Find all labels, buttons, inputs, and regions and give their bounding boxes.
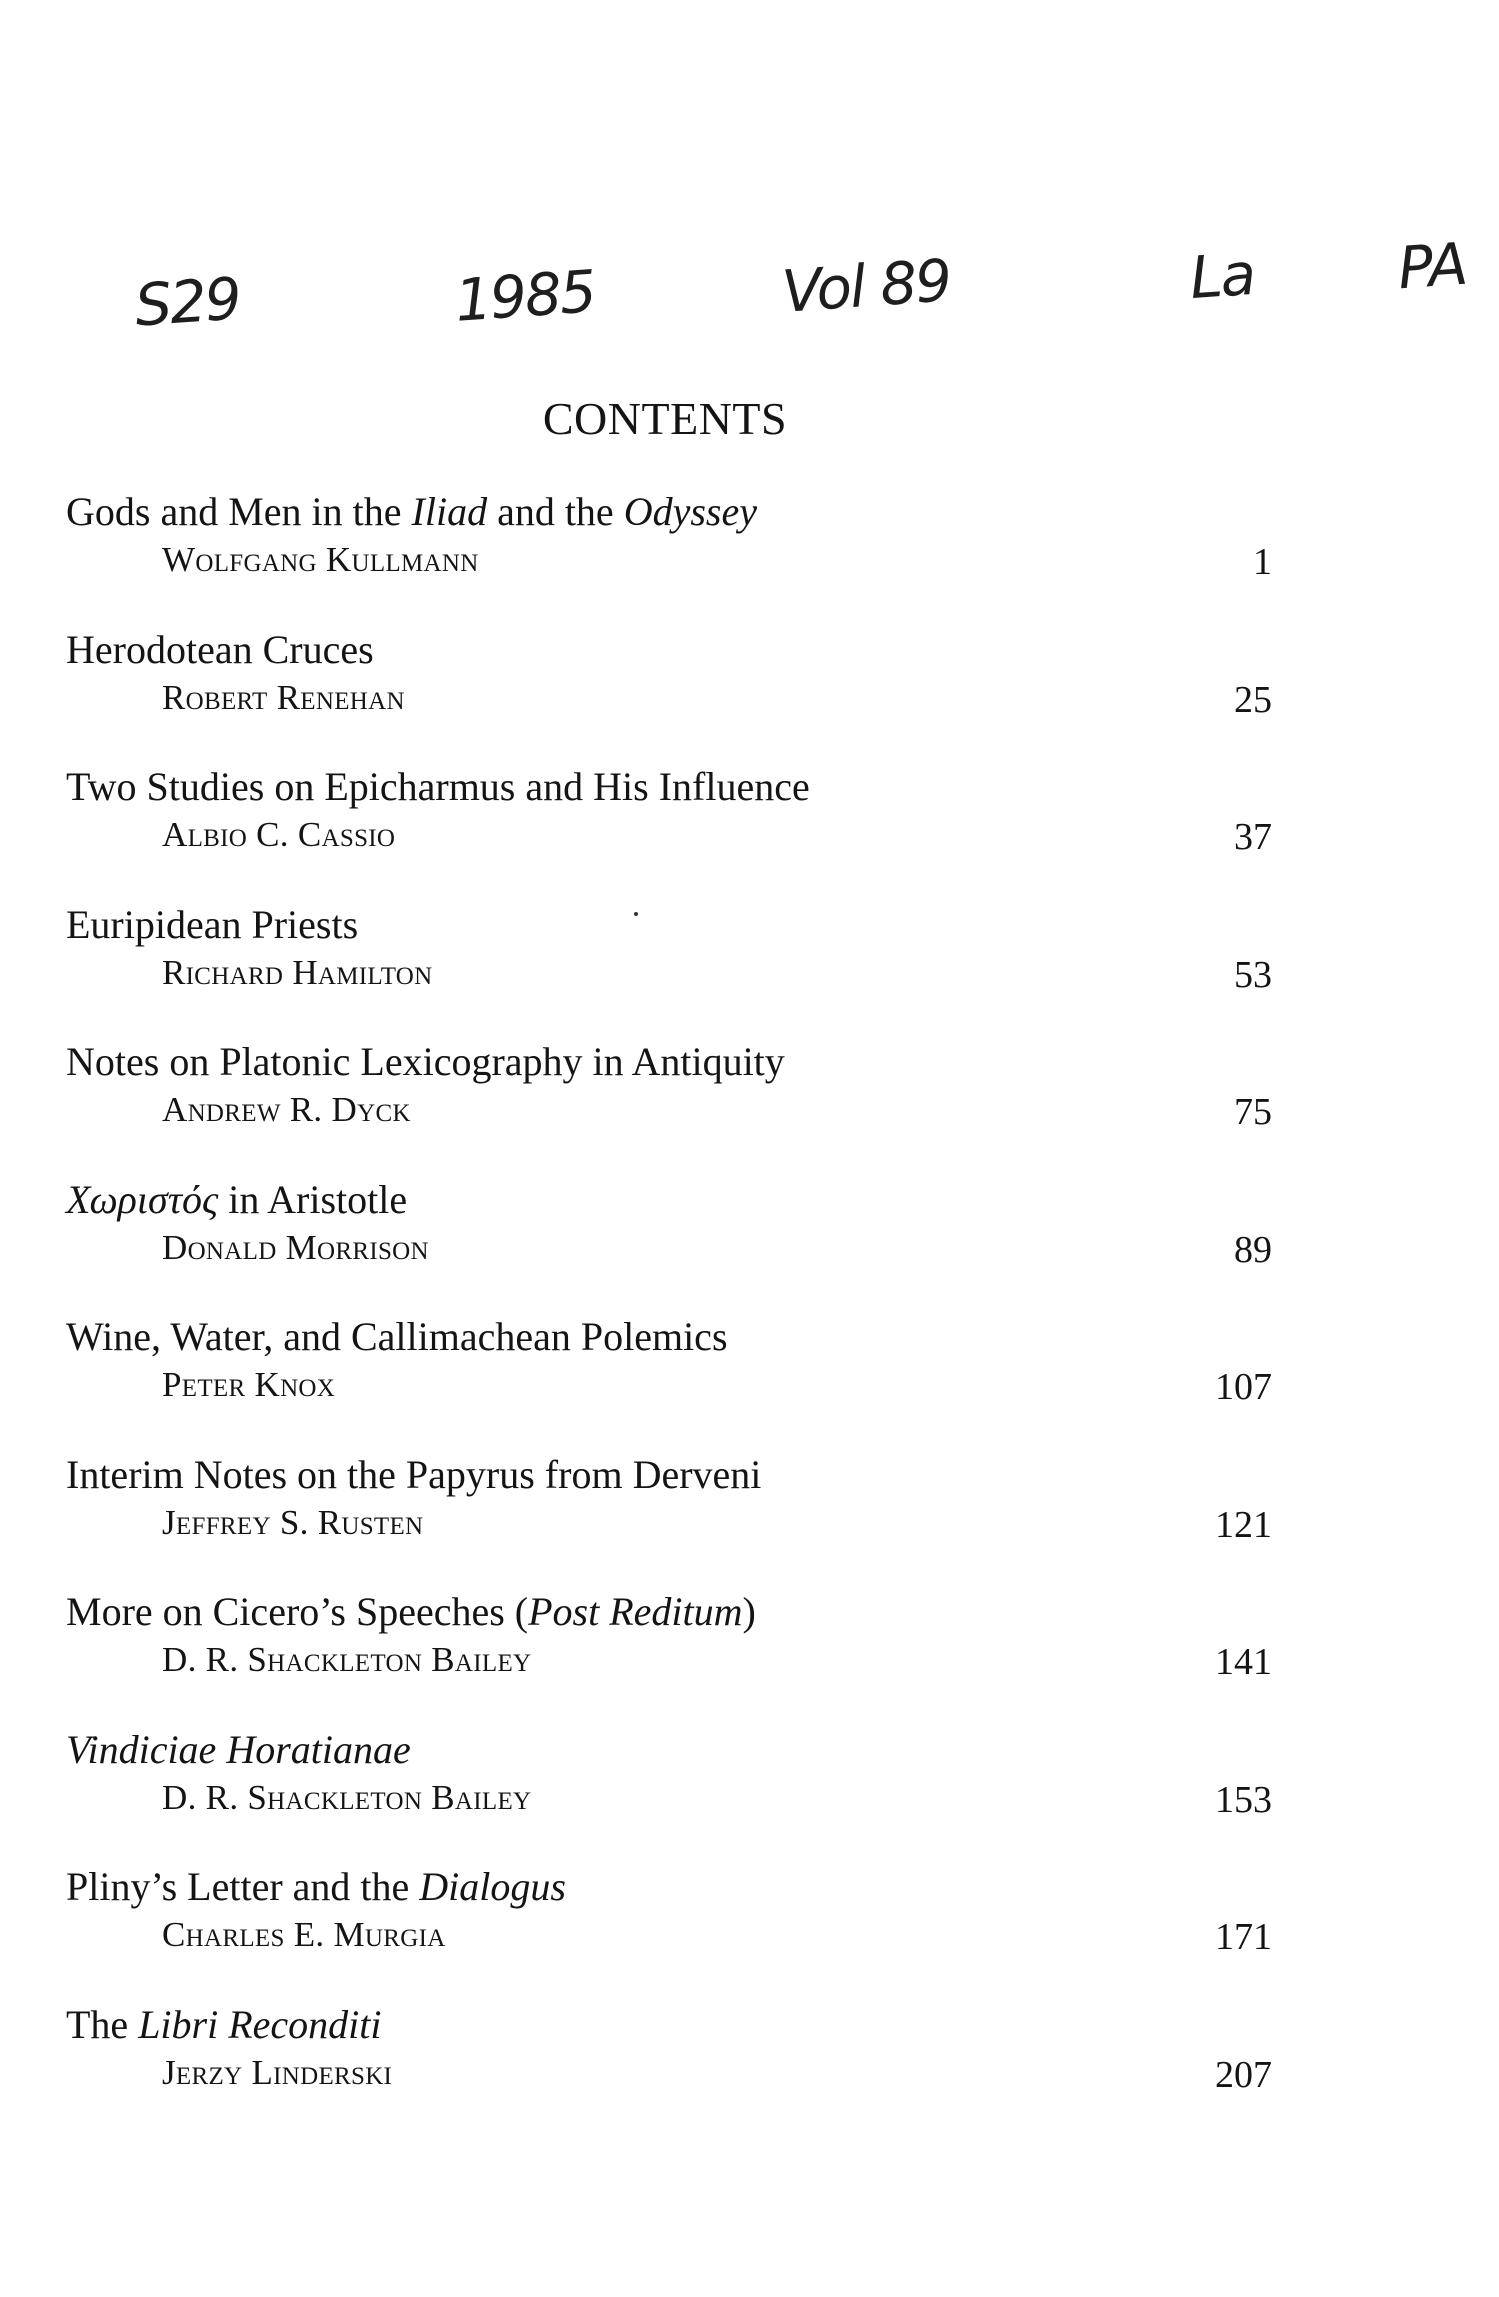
contents-entry [62, 1451, 1272, 1571]
contents-entry [62, 626, 1272, 746]
entry-author: Robert Renehan [162, 678, 405, 717]
contents-entry [62, 1726, 1272, 1846]
entry-author: Peter Knox [162, 1365, 336, 1404]
entry-title-segment: Interim Notes on the Papyrus from Derveni [66, 1452, 762, 1497]
entry-page-number: 37 [1234, 816, 1272, 858]
entry-title [66, 901, 358, 949]
contents-entry [62, 488, 1272, 608]
contents-entry [62, 1038, 1272, 1158]
entry-page-number: 121 [1215, 1504, 1272, 1546]
entry-title-segment: Wine, Water, and Callimachean Polemics [66, 1314, 728, 1359]
entry-title [66, 1313, 728, 1361]
contents-entry [62, 1313, 1272, 1433]
entry-title-segment: in Aristotle [218, 1177, 408, 1222]
entry-author: Charles E. Murgia [162, 1915, 446, 1954]
entry-title-segment: Libri Reconditi [138, 2002, 382, 2047]
entry-author: D. R. Shackleton Bailey [162, 1778, 532, 1817]
entry-title-segment: Gods and Men in the [66, 489, 412, 534]
entry-author: Jerzy Linderski [162, 2053, 393, 2092]
entry-title [66, 1038, 785, 1086]
entry-author: Jeffrey S. Rusten [162, 1503, 424, 1542]
entry-page-number: 141 [1215, 1641, 1272, 1683]
entry-title-segment: Dialogus [419, 1864, 566, 1909]
handwritten-note: La [1187, 239, 1257, 313]
contents-heading: CONTENTS [542, 393, 788, 444]
entry-page-number: 75 [1234, 1091, 1272, 1133]
entry-title [66, 1863, 566, 1911]
entry-author: Richard Hamilton [162, 953, 433, 992]
entry-title [66, 763, 810, 811]
handwritten-note: S29 [132, 264, 242, 340]
entry-title-segment: Odyssey [623, 489, 757, 534]
page-speck [634, 912, 638, 916]
entry-title [66, 626, 374, 674]
entry-author: Andrew R. Dyck [162, 1090, 411, 1129]
entry-page-number: 53 [1234, 954, 1272, 996]
entry-page-number: 89 [1234, 1229, 1272, 1271]
entry-title-segment: More on Cicero’s Speeches ( [66, 1589, 529, 1634]
entry-title-segment: Two Studies on Epicharmus and His Influence [66, 764, 810, 809]
entry-title [66, 488, 757, 536]
entry-title-segment: Notes on Platonic Lexicography in Antiquity [66, 1039, 785, 1084]
entry-title-segment: Pliny’s Letter and the [66, 1864, 420, 1909]
contents-entry [62, 901, 1272, 1021]
entry-author: Albio C. Cassio [162, 815, 396, 854]
contents-entry [62, 1176, 1272, 1296]
entry-title [66, 1176, 407, 1224]
contents-entry [62, 2001, 1272, 2121]
entry-page-number: 25 [1234, 679, 1272, 721]
handwritten-note: PA [1395, 229, 1469, 303]
entry-title-segment: Herodotean Cruces [66, 627, 374, 672]
handwritten-note: 1985 [452, 257, 597, 335]
entry-title [66, 2001, 382, 2049]
handwritten-note: Vol 89 [779, 246, 953, 326]
entry-title-segment: ) [742, 1589, 756, 1634]
entry-page-number: 171 [1215, 1916, 1272, 1958]
entry-title-segment: Post Reditum [528, 1589, 743, 1634]
entry-title-segment: and the [487, 489, 624, 534]
entry-page-number: 1 [1253, 541, 1272, 583]
contents-entry [62, 1588, 1272, 1708]
entry-author: Wolfgang Kullmann [162, 540, 479, 579]
contents-entry [62, 763, 1272, 883]
entry-author: D. R. Shackleton Bailey [162, 1640, 532, 1679]
contents-entry [62, 1863, 1272, 1983]
entry-title [66, 1588, 756, 1636]
entry-page-number: 107 [1215, 1366, 1272, 1408]
entry-title [66, 1726, 411, 1774]
entry-title-segment: The [66, 2002, 139, 2047]
entry-page-number: 153 [1215, 1779, 1272, 1821]
entry-title-segment: Euripidean Priests [66, 902, 359, 947]
entry-title-segment: Iliad [411, 489, 488, 534]
entry-title-segment: Vindiciae Horatianae [66, 1727, 411, 1772]
entry-title-segment: Χωριστός [66, 1177, 219, 1222]
entry-page-number: 207 [1215, 2054, 1272, 2096]
entry-author: Donald Morrison [162, 1228, 429, 1267]
entry-title [66, 1451, 761, 1499]
